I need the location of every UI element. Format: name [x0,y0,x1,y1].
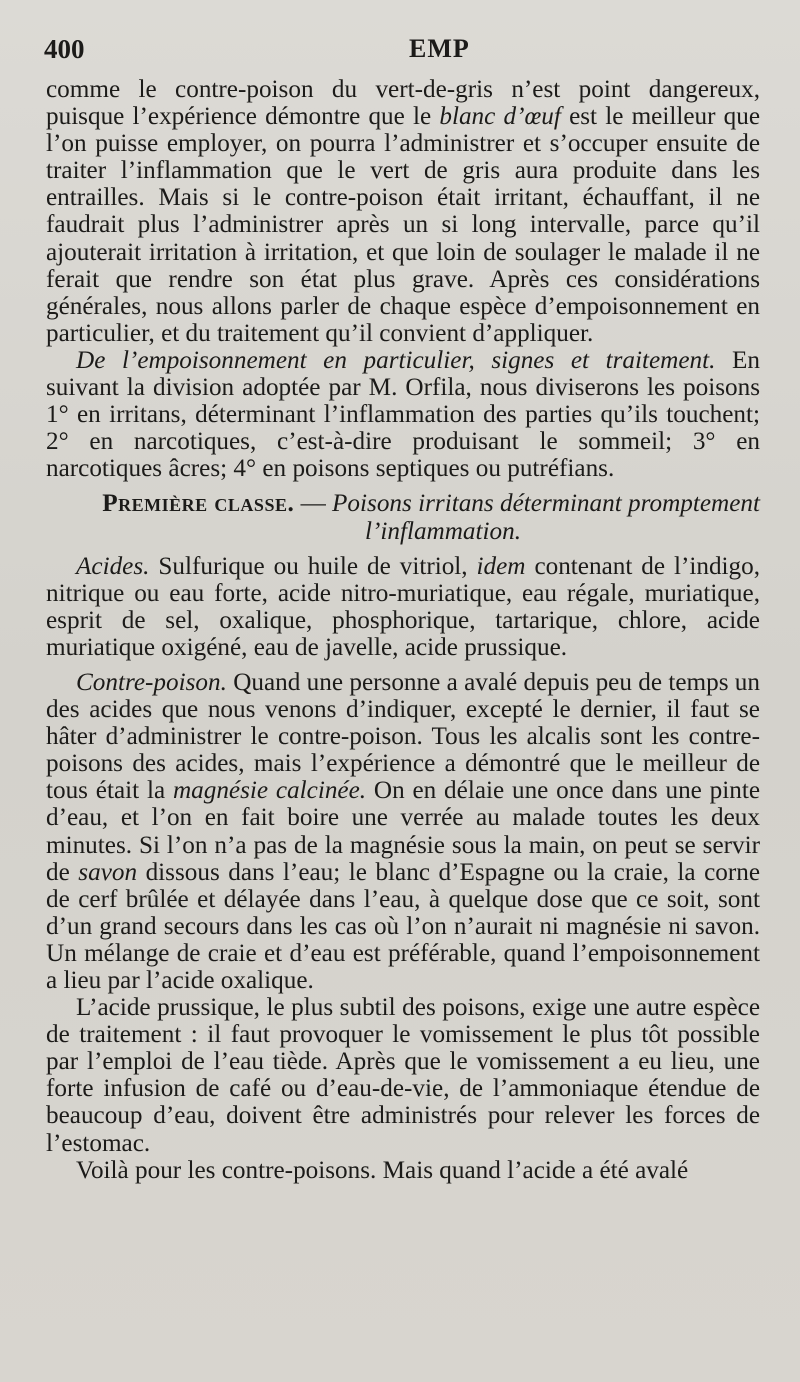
class-heading: Première classe. — Poisons irritans déterminant promptement [102,490,760,518]
section-label-contre-poison: Contre-poison. [76,668,227,696]
page-header [44,34,760,74]
paragraph-acides: Acides. Sulfurique ou huile de vitriol, idem contenant de l’indigo, nitrique ou eau forte, acide nitro-muriatique, eau régale, muriatique, esprit de sel, oxalique, phosphorique, tartarique, chlore, acide muriatique oxigéné, eau de javelle, acide prussique. [46,552,761,661]
paragraph-contre-poison: Contre-poison. Quand une personne a avalé depuis peu de temps un des acides que nous venons d’indiquer, excepté le dernier, il faut se hâter d’administrer le contre-poison. Tous les alcalis sont les contre-poisons des acides, mais l’expérience a démontré que le meilleur de tous était la magnésie calcinée. On en délaie une once dans une pinte d’eau, et l’on en fait boire une verrée au malade toutes les deux minutes. Si l’on n’a pas de la magnésie sous la main, on peut se servir de savon dissous dans l’eau; le blanc d’Espagne ou la craie, la corne de cerf brûlée et délayée dans l’eau, à quelque dose que ce soit, sont d’un grand secours dans les cas où l’on n’aurait ni magnésie ni savon. Un mélange de craie et d’eau est préférable, quand l’empoisonnement a lieu par l’acide oxalique. [46,668,761,994]
paragraph-acide-prussique: L’acide prussique, le plus subtil des poisons, exige une autre espèce de traitement : il faut provoquer le vomissement le plus tôt possible par l’emploi de l’eau tiède. Après que le vomissement a eu lieu, une forte infusion de café ou d’eau-de-vie, de l’ammoniaque étendue de beaucoup d’eau, doivent être administrés pour relever les forces de l’estomac. [46,994,760,1157]
paragraph-intro: comme le contre-poison du vert-de-gris n’est point dangereux, puisque l’expérience démontre que le blanc d’œuf est le meilleur que l’on puisse employer, on pourra l’administrer et s’occuper ensuite de traiter l’inflammation que le vert de gris aura produite dans les entrailles. Mais si le contre-poison était irritant, échauffant, il ne faudrait plus l’administrer après un si long intervalle, parce qu’il ajouterait irritation à irritation, et que loin de soulager le malade il ne ferait que rendre son état plus grave. Après ces considérations générales, nous allons parler de chaque espèce d’empoisonnement en particulier, et du traitement qu’il convient d’appliquer. [46,76,761,347]
class-label: Première classe. [102,490,295,518]
section-label-acides: Acides. [76,552,150,580]
class-title: Poisons irritans déterminant promptement [332,490,760,518]
class-heading-continued: l’inflammation. [364,517,522,545]
page-number: 400 [44,34,85,64]
page-body [46,76,760,1184]
running-head: EMP [409,34,470,63]
paragraph-division: De l’empoisonnement en particulier, signes et traitement. En suivant la division adoptée par M. Orfila, nous diviserons les poisons 1° en irritans, déterminant l’inflammation des parties qu’ils touchent; 2° en narcotiques, c’est-à-dire produisant le sommeil; 3° en narcotiques âcres; 4° en poisons septiques ou putréfians. [46,346,760,483]
paragraph-last-line: Voilà pour les contre-poisons. Mais quand l’acide a été avalé [76,1156,689,1184]
